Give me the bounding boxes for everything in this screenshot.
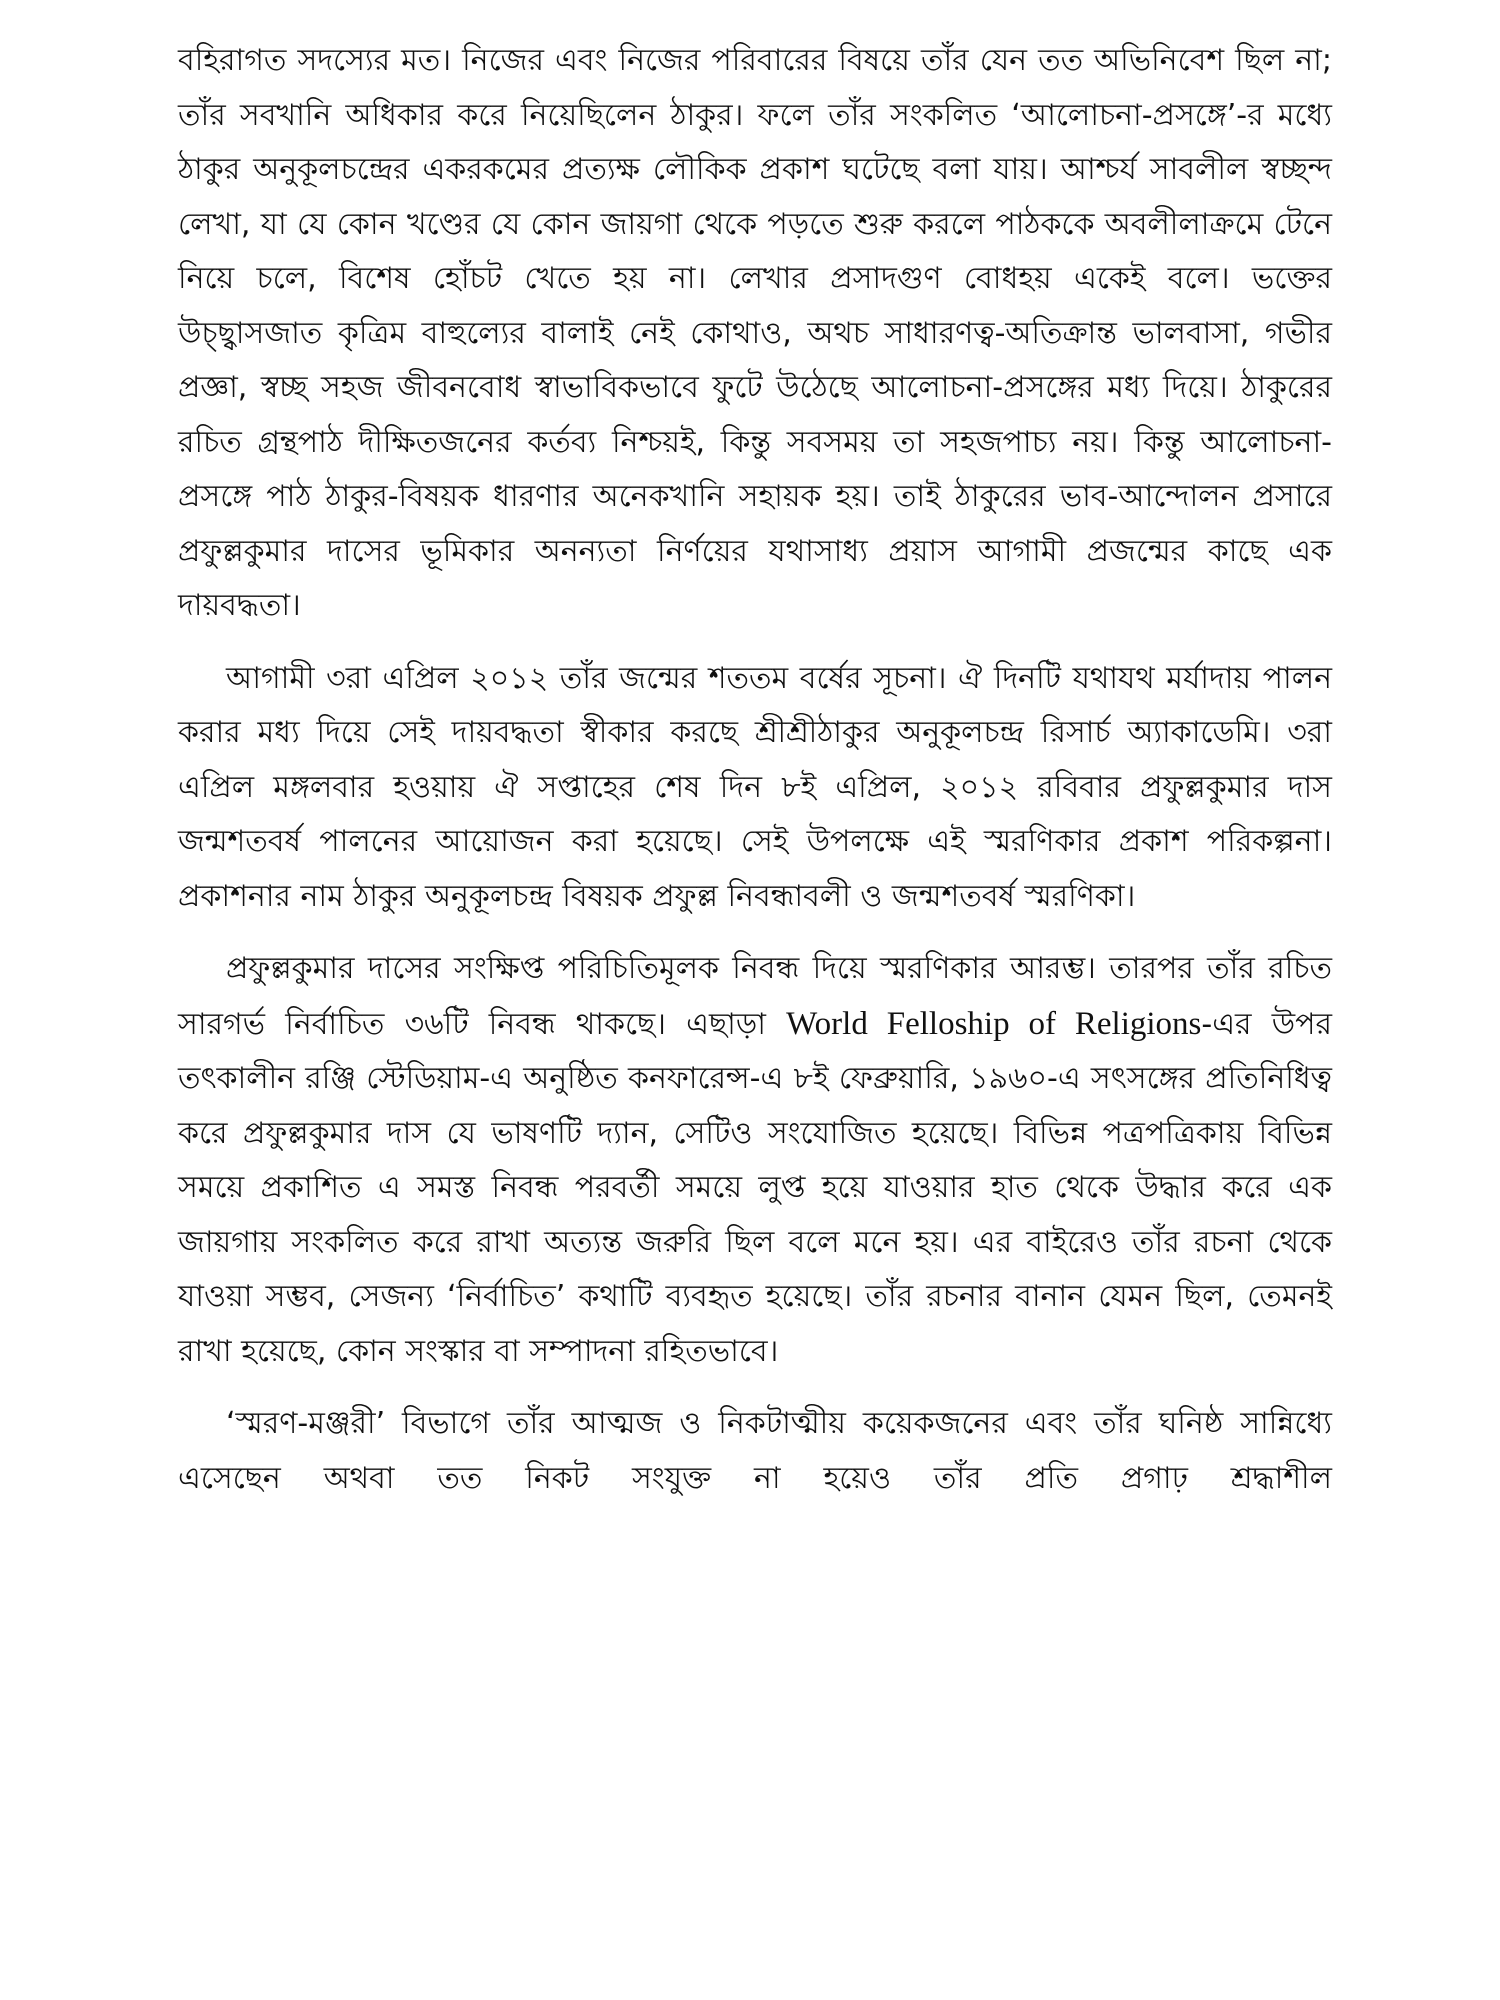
paragraph-4: ‘স্মরণ-মঞ্জরী’ বিভাগে তাঁর আত্মজ ও নিকটাত্মীয় কয়েকজনের এবং তাঁর ঘনিষ্ঠ সান্নিধ্যে এসেছেন অথবা তত নিকট সংযুক্ত না হয়েও তাঁর প্রতি প্রগাঢ় শ্রদ্ধাশীল	[178, 1406, 1332, 1496]
paragraph-3-text-start: প্রফুল্লকুমার দাসের সংক্ষিপ্ত পরিচিতিমূলক নিবন্ধ দিয়ে স্মরণিকার আরম্ভ। তারপর তাঁর রচিত সারগর্ভ নির্বাচিত ৩৬টি নিবন্ধ থাকছে। এছাড়া	[178, 951, 1332, 1042]
paragraph-3-latin-name: World Felloship of Religions	[786, 1005, 1202, 1042]
paragraph-3	[178, 942, 1332, 1379]
paragraph-2: আগামী ৩রা এপ্রিল ২০১২ তাঁর জন্মের শততম বর্ষের সূচনা। ঐ দিনটি যথাযথ মর্যাদায় পালন করার মধ্য দিয়ে সেই দায়বদ্ধতা স্বীকার করছে শ্রীশ্রীঠাকুর অনুকূলচন্দ্র রিসার্চ অ্যাকাডেমি। ৩রা এপ্রিল মঙ্গলবার হওয়ায় ঐ সপ্তাহের শেষ দিন ৮ই এপ্রিল, ২০১২ রবিবার প্রফুল্লকুমার দাস জন্মশতবর্ষ পালনের আয়োজন করা হয়েছে। সেই উপলক্ষে এই স্মরণিকার প্রকাশ পরিকল্পনা। প্রকাশনার নাম ঠাকুর অনুকূলচন্দ্র বিষয়ক প্রফুল্ল নিবন্ধাবলী ও জন্মশতবর্ষ স্মরণিকা।	[178, 660, 1332, 914]
paragraph-3-text-end: -এর উপর তৎকালীন রঞ্জি স্টেডিয়াম-এ অনুষ্ঠিত কনফারেন্স-এ ৮ই ফেব্রুয়ারি, ১৯৬০-এ সৎসঙ্গের প্রতিনিধিত্ব করে প্রফুল্লকুমার দাস যে ভাষণটি দ্যান, সেটিও সংযোজিত হয়েছে। বিভিন্ন পত্রপত্রিকায় বিভিন্ন সময়ে প্রকাশিত এ সমস্ত নিবন্ধ পরবর্তী সময়ে লুপ্ত হয়ে যাওয়ার হাত থেকে উদ্ধার করে এক জায়গায় সংকলিত করে রাখা অত্যন্ত জরুরি ছিল বলে মনে হয়। এর বাইরেও তাঁর রচনা থেকে যাওয়া সম্ভব, সেজন্য ‘নির্বাচিত’ কথাটি ব্যবহৃত হয়েছে। তাঁর রচনার বানান যেমন ছিল, তেমনই রাখা হয়েছে, কোন সংস্কার বা সম্পাদনা রহিতভাবে।	[178, 1006, 1332, 1369]
paragraph-1: বহিরাগত সদস্যের মত। নিজের এবং নিজের পরিবারের বিষয়ে তাঁর যেন তত অভিনিবেশ ছিল না; তাঁর সবখানি অধিকার করে নিয়েছিলেন ঠাকুর। ফলে তাঁর সংকলিত ‘আলোচনা-প্রসঙ্গে’-র মধ্যে ঠাকুর অনুকূলচন্দ্রের একরকমের প্রত্যক্ষ লৌকিক প্রকাশ ঘটেছে বলা যায়। আশ্চর্য সাবলীল স্বচ্ছন্দ লেখা, যা যে কোন খণ্ডের যে কোন জায়গা থেকে পড়তে শুরু করলে পাঠককে অবলীলাক্রমে টেনে নিয়ে চলে, বিশেষ হোঁচট খেতে হয় না। লেখার প্রসাদগুণ বোধহয় একেই বলে। ভক্তের উচ্ছ্বাসজাত কৃত্রিম বাহুল্যের বালাই নেই কোথাও, অথচ সাধারণত্ব-অতিক্রান্ত ভালবাসা, গভীর প্রজ্ঞা, স্বচ্ছ সহজ জীবনবোধ স্বাভাবিকভাবে ফুটে উঠেছে আলোচনা-প্রসঙ্গের মধ্য দিয়ে। ঠাকুরের রচিত গ্রন্থপাঠ দীক্ষিতজনের কর্তব্য নিশ্চয়ই, কিন্তু সবসময় তা সহজপাচ্য নয়। কিন্তু আলোচনা-প্রসঙ্গে পাঠ ঠাকুর-বিষয়ক ধারণার অনেকখানি সহায়ক হয়। তাই ঠাকুরের ভাব-আন্দোলন প্রসারে প্রফুল্লকুমার দাসের ভূমিকার অনন্যতা নির্ণয়ের যথাসাধ্য প্রয়াস আগামী প্রজন্মের কাছে এক দায়বদ্ধতা।	[178, 43, 1332, 623]
